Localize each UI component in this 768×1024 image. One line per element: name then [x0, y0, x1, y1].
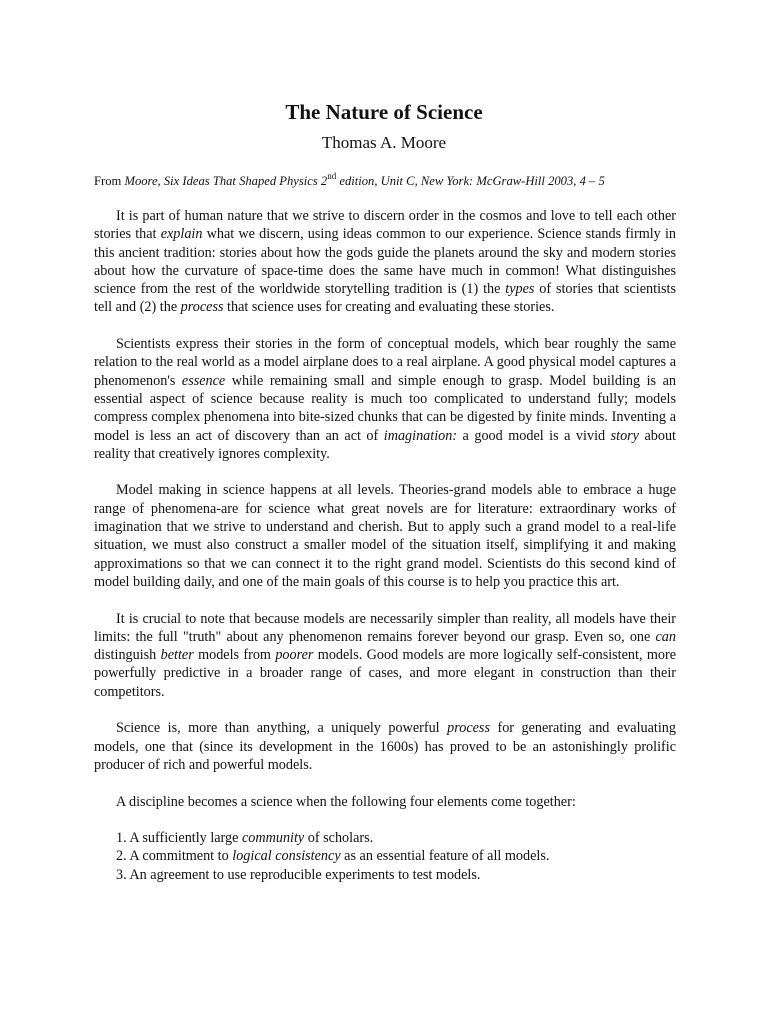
emphasis-text: essence	[181, 372, 226, 389]
text-run: A discipline becomes a science when the following four elements come together:	[116, 793, 576, 810]
text-run: while remaining small and simple enough to grasp. Model building is an essential aspect of science because reality is much too complicated to understand fully; models compress complex phenomena into bite-sized chunks that can be digested by finite minds. Inventing a model is less an act of discovery than an act of	[94, 372, 676, 444]
list-item	[116, 866, 676, 884]
source-citation	[94, 172, 684, 190]
text-run: distinguish	[94, 647, 161, 664]
paragraph	[94, 335, 676, 463]
text-run: as an essential feature of all models.	[340, 848, 550, 865]
text-run: models. Good models are more logically self-consistent, more powerfully predictive in a broader range of cases, and more elegant in construction than their competitors.	[94, 647, 676, 700]
list-item	[116, 829, 676, 847]
document-title: The Nature of Science	[285, 100, 483, 124]
text-run: 1. A sufficiently large	[116, 830, 242, 847]
document-author: Thomas A. Moore	[321, 133, 447, 152]
emphasis-text: process	[447, 720, 490, 737]
paragraph	[94, 719, 676, 774]
source-title: Moore, Six Ideas That Shaped Physics 2	[124, 174, 328, 188]
document-body	[94, 207, 676, 884]
text-run: a good model is a vivid	[457, 427, 611, 444]
text-run: Scientists express their stories in the form of conceptual models, which bear roughly the same relation to the real world as a model airplane does to a real airplane. A good physical model captures a phenomenon's	[94, 336, 676, 389]
source-details: edition, Unit C, New York: McGraw-Hill 2003, 4 – 5	[336, 174, 605, 188]
text-run: 2. A commitment to	[116, 848, 233, 865]
list-item	[116, 847, 676, 865]
emphasis-text: can	[655, 628, 676, 645]
emphasis-text: types	[505, 281, 535, 298]
elements-list	[94, 829, 676, 884]
text-run: Science is, more than anything, a uniquely powerful	[116, 720, 448, 737]
emphasis-text: story	[610, 427, 639, 444]
text-run: of stories that scientists tell and (2) the	[94, 281, 676, 316]
emphasis-text: explain	[160, 226, 203, 243]
paragraph	[94, 610, 676, 701]
emphasis-text: better	[160, 647, 194, 664]
emphasis-text: imagination:	[383, 427, 458, 444]
emphasis-text: process	[180, 299, 224, 316]
text-run: of scholars.	[304, 830, 374, 847]
text-run: 3. An agreement to use reproducible experiments to test models.	[116, 866, 481, 883]
emphasis-text: community	[241, 830, 305, 847]
text-run: about reality that creatively ignores complexity.	[94, 427, 677, 462]
text-run: It is part of human nature that we strive to discern order in the cosmos and love to tell each other stories that	[94, 208, 676, 243]
source-prefix: From	[94, 174, 125, 188]
emphasis-text: logical consistency	[232, 848, 341, 865]
text-run: Model making in science happens at all levels. Theories-grand models able to embrace a huge range of phenomena-are for science what great novels are for literature: extraordinary works of imagination that we strive to understand and cherish. But to apply such a grand model to a real-life situation, we must also construct a smaller model of the situation itself, simplifying it and making approximations so that we can connect it to the right grand model. Scientists do this second kind of model building daily, and one of the main goals of this course is to help you practice this art.	[94, 482, 676, 590]
paragraph	[94, 793, 676, 811]
paragraph	[94, 481, 676, 591]
text-run: that science uses for creating and evaluating these stories.	[223, 299, 555, 316]
text-run: what we discern, using ideas common to our experience. Science stands firmly in this ancient tradition: stories about how the gods guide the planets around the sky and modern stories about how the curvature of space-time does the same have much in common! What distinguishes science from the rest of the worldwide storytelling tradition is (1) the	[94, 226, 676, 298]
text-run: It is crucial to note that because models are necessarily simpler than reality, all models have their limits: the full "truth" about any phenomenon remains forever beyond our grasp. Even so, one	[94, 610, 676, 645]
paragraph	[94, 207, 676, 317]
emphasis-text: poorer	[275, 647, 314, 664]
text-run: models from	[193, 647, 276, 664]
text-run: for generating and evaluating models, one that (since its development in the 1600s) has proved to be an astonishingly prolific producer of rich and powerful models.	[94, 720, 676, 773]
source-superscript: nd	[327, 171, 337, 181]
